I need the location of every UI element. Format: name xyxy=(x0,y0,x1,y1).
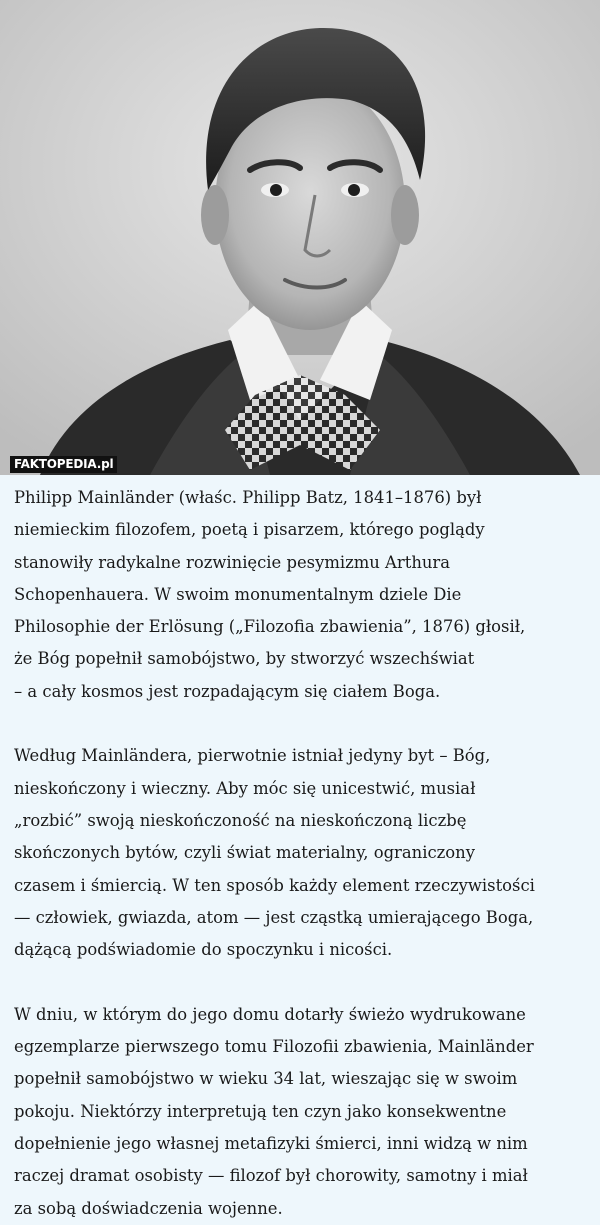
paragraph-intro: Philipp Mainländer (właśc. Philipp Batz, 1841–1876) był niemieckim filozofem, poetą i pisarzem, którego poglądy stanowiły radykalne rozwinięcie pesymizmu Arthura Schopenhauera. W swoim monumentalnym dziele Die Philosophie der Erlösung („Filozofia zbawienia”, 1876) głosił, że Bóg popełnił samobójstwo, by stworzyć wszechświat – a cały kosmos jest rozpadającym się ciałem Boga. xyxy=(14,488,526,701)
portrait-photo xyxy=(0,0,600,475)
paragraph-death: W dniu, w którym do jego domu dotarły świeżo wydrukowane egzemplarze pierwszego tomu Filozofii zbawienia, Mainländer popełnił samobójstwo w wieku 34 lat, wieszając się w swoim pokoju. Niektórzy interpretują ten czyn jako konsekwentne dopełnienie jego własnej metafizyki śmierci, inni widzą w nim raczej dramat osobisty — filozof był chorowity, samotny i miał za sobą doświadczenia wojenne. xyxy=(14,1004,534,1218)
faktopedia-watermark: FAKTOPEDIA.pl xyxy=(10,456,117,473)
portrait-illustration xyxy=(0,0,600,475)
article-text xyxy=(0,475,600,1225)
paragraph-doctrine: Według Mainländera, pierwotnie istniał jedyny byt – Bóg, nieskończony i wieczny. Aby móc się unicestwić, musiał „rozbić” swoją nieskończoność na nieskończoną liczbę skończonych bytów, czyli świat materialny, ograniczony czasem i śmiercią. W ten sposób każdy element rzeczywistości — człowiek, gwiazda, atom — jest cząstką umierającego Boga, dążącą podświadomie do spoczynku i nicości. xyxy=(14,746,535,960)
